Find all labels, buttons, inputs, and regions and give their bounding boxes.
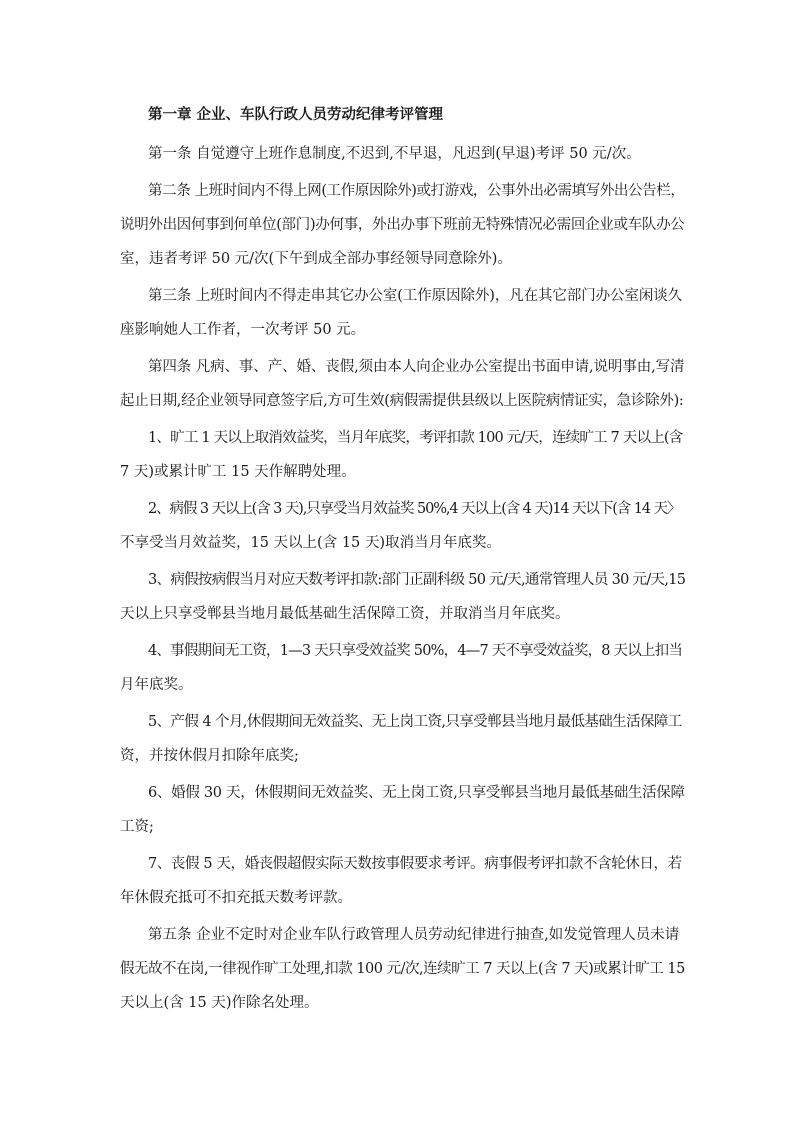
paragraph-line: 年休假充抵可不扣充抵天数考评款。 <box>120 890 352 906</box>
paragraph-line: 第二条 上班时间内不得上网(工作原因除外)或打游戏，公事外出必需填写外出公告栏， <box>148 183 685 199</box>
paragraph <box>120 705 685 773</box>
paragraph <box>120 279 685 347</box>
paragraph-line: 7、丧假 5 天，婚丧假超假实际天数按事假要求考评。病事假考评扣款不含轮休日，若 <box>148 856 682 872</box>
paragraph-line: 工资; <box>120 819 154 835</box>
paragraph-line: 座影响她人工作者，一次考评 50 元。 <box>120 322 366 338</box>
paragraph-line: 天以上只享受郸县当地月最低基础生活保障工资，并取消当月年底奖。 <box>120 606 570 622</box>
paragraph <box>120 421 685 489</box>
paragraph <box>120 634 685 702</box>
paragraph-line: 5、产假 4 个月,休假期间无效益奖、无上岗工资,只享受郸县当地月最低基础生活保障工 <box>148 714 682 730</box>
paragraph <box>120 918 685 1020</box>
paragraph <box>120 350 685 418</box>
paragraph <box>120 174 685 276</box>
paragraph-line: 第一条 自觉遵守上班作息制度,不迟到,不早退，凡迟到(早退)考评 50 元/次。 <box>148 146 641 162</box>
paragraph-line: 7 天)或累计旷工 15 天作解聘处理。 <box>120 464 356 480</box>
paragraph-line: 3、病假按病假当月对应天数考评扣款:部门正副科级 50 元/天,通常管理人员 30 元/天,15 <box>148 572 686 588</box>
paragraph-line: 6、婚假 30 天，休假期间无效益奖、无上岗工资,只享受郸县当地月最低基础生活保障 <box>148 785 685 801</box>
paragraph-line: 1、旷工 1 天以上取消效益奖，当月年底奖，考评扣款 100 元/天，连续旷工 7 天以上(含 <box>148 430 683 446</box>
chapter-heading: 第一章 企业、车队行政人员劳动纪律考评管理 <box>148 106 444 123</box>
paragraph <box>120 776 685 844</box>
paragraph-line: 第五条 企业不定时对企业车队行政管理人员劳动纪律进行抽查,如发觉管理人员未请 <box>148 927 680 943</box>
paragraph <box>120 492 685 560</box>
document-body <box>120 101 685 1023</box>
paragraph-line: 假无故不在岗,一律视作旷工处理,扣款 100 元/次,连续旷工 7 天以上(含 7 天)或累计旷工 15 <box>120 961 685 977</box>
paragraph-line: 起止日期,经企业领导同意签字后,方可生效(病假需提供县级以上医院病情证实，急诊除外): <box>120 393 684 409</box>
paragraph-line: 第三条 上班时间内不得走串其它办公室(工作原因除外)，凡在其它部门办公室闲谈久 <box>148 288 683 304</box>
paragraph-line: 资，并按休假月扣除年底奖; <box>120 748 299 764</box>
paragraph <box>120 563 685 631</box>
paragraph-line: 天以上(含 15 天)作除名处理。 <box>120 995 319 1011</box>
paragraph-line: 4、事假期间无工资，1—3 天只享受效益奖 50%，4—7 天不享受效益奖，8 天以上扣当 <box>148 643 683 659</box>
paragraph-line: 说明外出因何事到何单位(部门)办何事，外出办事下班前无特殊情况必需回企业或车队办公 <box>120 217 685 233</box>
paragraph-list <box>120 137 685 1020</box>
paragraph <box>120 847 685 915</box>
paragraph-line: 不享受当月效益奖，15 天以上(含 15 天)取消当月年底奖。 <box>120 535 502 551</box>
paragraph-line: 室，违者考评 50 元/次(下午到成全部办事经领导同意除外)。 <box>120 251 512 267</box>
paragraph-line: 第四条 凡病、事、产、婚、丧假,须由本人向企业办公室提出书面申请,说明事由,写清 <box>148 359 685 375</box>
paragraph-line: 月年底奖。 <box>120 677 193 693</box>
paragraph <box>120 137 685 171</box>
paragraph-line: 2、病假 3 天以上(含 3 天),只享受当月效益奖 50%,4 天以上(含 4 天)14 天以下(含 14 天〉 <box>148 501 681 517</box>
